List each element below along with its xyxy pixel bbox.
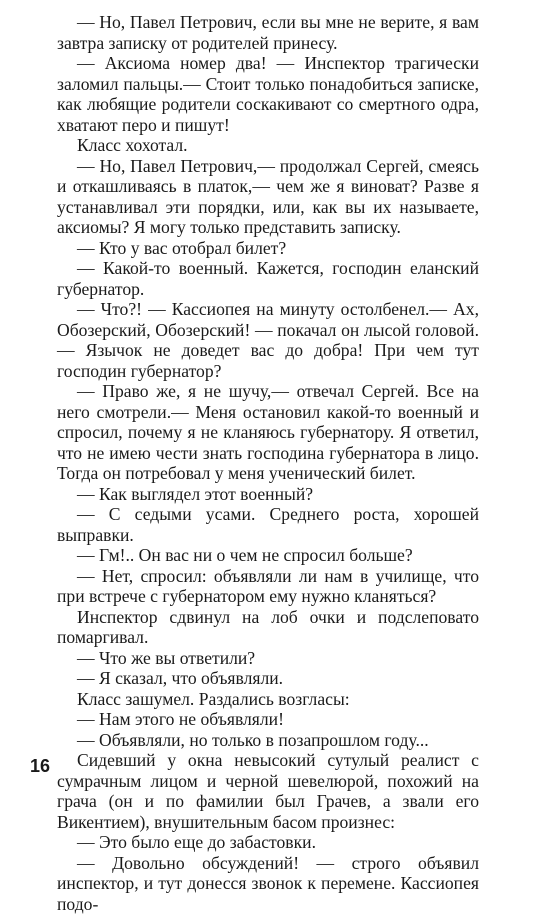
paragraph: — Какой-то военный. Кажется, господин еланский губернатор. <box>57 258 479 299</box>
paragraph: — Но, Павел Петрович,— продолжал Сергей, смеясь и откашливаясь в платок,— чем же я виноват? Разве я устанавливал эти порядки, или, как вы их называете, аксиомы? Я могу только представить записку. <box>57 156 479 238</box>
paragraph: — Я сказал, что объявляли. <box>57 668 479 689</box>
paragraph: Инспектор сдвинул на лоб очки и подслеповато помаргивал. <box>57 607 479 648</box>
paragraph: — Объявляли, но только в позапрошлом году... <box>57 730 479 751</box>
paragraph: — Как выглядел этот военный? <box>57 484 479 505</box>
paragraph: Сидевший у окна невысокий сутулый реалист с сумрачным лицом и черной шевелюрой, похожий на грача (он и по фамилии был Грачев, а звали его Викентием), внушительным басом произнес: <box>57 750 479 832</box>
paragraph: Класс хохотал. <box>57 135 479 156</box>
paragraph: Класс зашумел. Раздались возгласы: <box>57 689 479 710</box>
paragraph: — Что?! — Кассиопея на минуту остолбенел.— Ах, Обозерский, Обозерский! — покачал он лысой головой.— Язычок не доведет вас до добра! При чем тут господин губернатор? <box>57 299 479 381</box>
paragraph: — С седыми усами. Среднего роста, хорошей выправки. <box>57 504 479 545</box>
page-number: 16 <box>30 756 50 776</box>
paragraph: — Гм!.. Он вас ни о чем не спросил больше? <box>57 545 479 566</box>
body-text <box>57 12 479 914</box>
paragraph: — Право же, я не шучу,— отвечал Сергей. Все на него смотрели.— Меня остановил какой-то военный и спросил, почему я не кланяюсь губернатору. Я ответил, что не имею чести знать господина губернатора в лицо. Тогда он потребовал у меня ученический билет. <box>57 381 479 484</box>
paragraph: — Аксиома номер два! — Инспектор трагически заломил пальцы.— Стоит только понадобиться записке, как любящие родители соскакивают со смертного одра, хватают перо и пишут! <box>57 53 479 135</box>
paragraph: — Нам этого не объявляли! <box>57 709 479 730</box>
paragraph: — Но, Павел Петрович, если вы мне не верите, я вам завтра записку от родителей принесу. <box>57 12 479 53</box>
paragraph: — Что же вы ответили? <box>57 648 479 669</box>
paragraph: — Нет, спросил: объявляли ли нам в училище, что при встрече с губернатором ему нужно кланяться? <box>57 566 479 607</box>
paragraph: — Довольно обсуждений! — строго объявил инспектор, и тут донесся звонок к перемене. Кассиопея подо- <box>57 853 479 914</box>
paragraph: — Это было еще до забастовки. <box>57 832 479 853</box>
paragraph: — Кто у вас отобрал билет? <box>57 238 479 259</box>
